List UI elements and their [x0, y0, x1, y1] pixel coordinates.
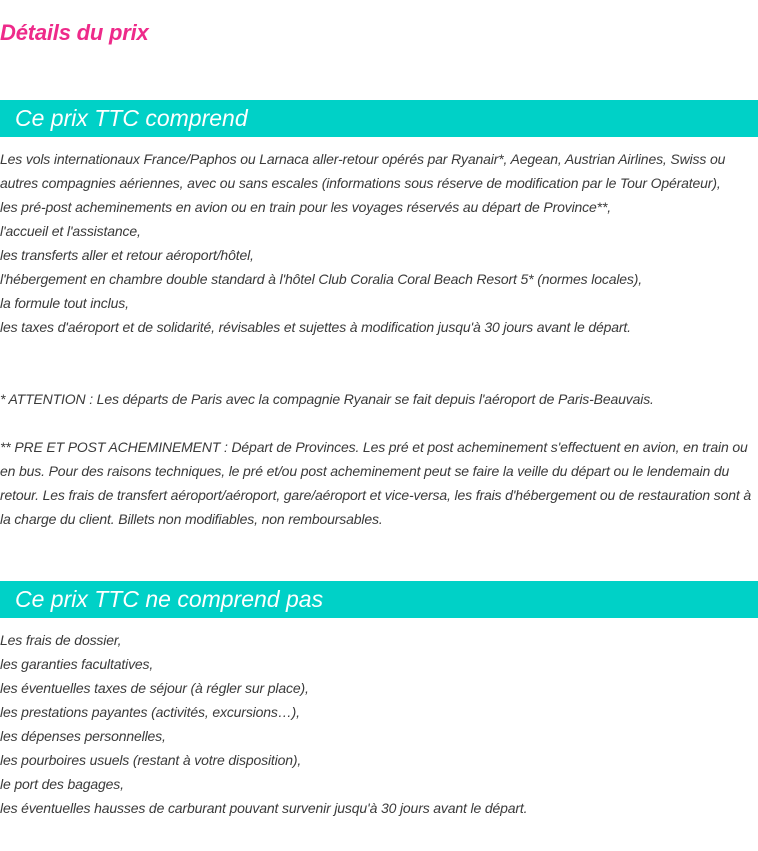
included-item: les pré-post acheminements en avion ou en train pour les voyages réservés au départ de Province**, [0, 199, 611, 215]
page-title: Détails du prix [0, 20, 149, 45]
excluded-item: les éventuelles hausses de carburant pouvant survenir jusqu'à 30 jours avant le départ. [0, 800, 528, 816]
excluded-item: les pourboires usuels (restant à votre disposition), [0, 752, 302, 768]
included-list [0, 147, 758, 339]
attention-note-text: * ATTENTION : Les départs de Paris avec la compagnie Ryanair se fait depuis l'aéroport de Paris-Beauvais. [0, 391, 654, 407]
included-item: Les vols internationaux France/Paphos ou Larnaca aller-retour opérés par Ryanair*, Aegean, Austrian Airlines, Swiss ou autres compagnies aériennes, avec ou sans escales (informations sous réserve de modification par le Tour Opérateur), [0, 151, 726, 191]
excluded-item: le port des bagages, [0, 776, 124, 792]
included-section-heading: Ce prix TTC comprend [0, 100, 758, 137]
excluded-item: les éventuelles taxes de séjour (à régler sur place), [0, 680, 309, 696]
acheminement-note [0, 435, 758, 531]
acheminement-note-text: ** PRE ET POST ACHEMINEMENT : Départ de Provinces. Les pré et post acheminement s'effectuent en avion, en train ou en bus. Pour des raisons techniques, le pré et/ou post acheminement peut se faire la veille du départ ou le lendemain du retour. Les frais de transfert aéroport/aéroport, gare/aéroport et vice-versa, les frais d'hébergement ou de restauration sont à la charge du client. Billets non modifiables, non remboursables. [0, 439, 752, 527]
excluded-item: les garanties facultatives, [0, 656, 154, 672]
included-item: les transferts aller et retour aéroport/hôtel, [0, 247, 254, 263]
included-item: l'accueil et l'assistance, [0, 223, 141, 239]
included-item: l'hébergement en chambre double standard à l'hôtel Club Coralia Coral Beach Resort 5* (normes locales), [0, 271, 643, 287]
excluded-item: Les frais de dossier, [0, 632, 122, 648]
excluded-section-heading: Ce prix TTC ne comprend pas [0, 581, 758, 618]
excluded-item: les prestations payantes (activités, excursions…), [0, 704, 300, 720]
included-item: la formule tout inclus, [0, 295, 129, 311]
attention-note [0, 387, 758, 411]
included-item: les taxes d'aéroport et de solidarité, révisables et sujettes à modification jusqu'à 30 jours avant le départ. [0, 319, 631, 335]
excluded-list [0, 628, 758, 820]
excluded-item: les dépenses personnelles, [0, 728, 166, 744]
